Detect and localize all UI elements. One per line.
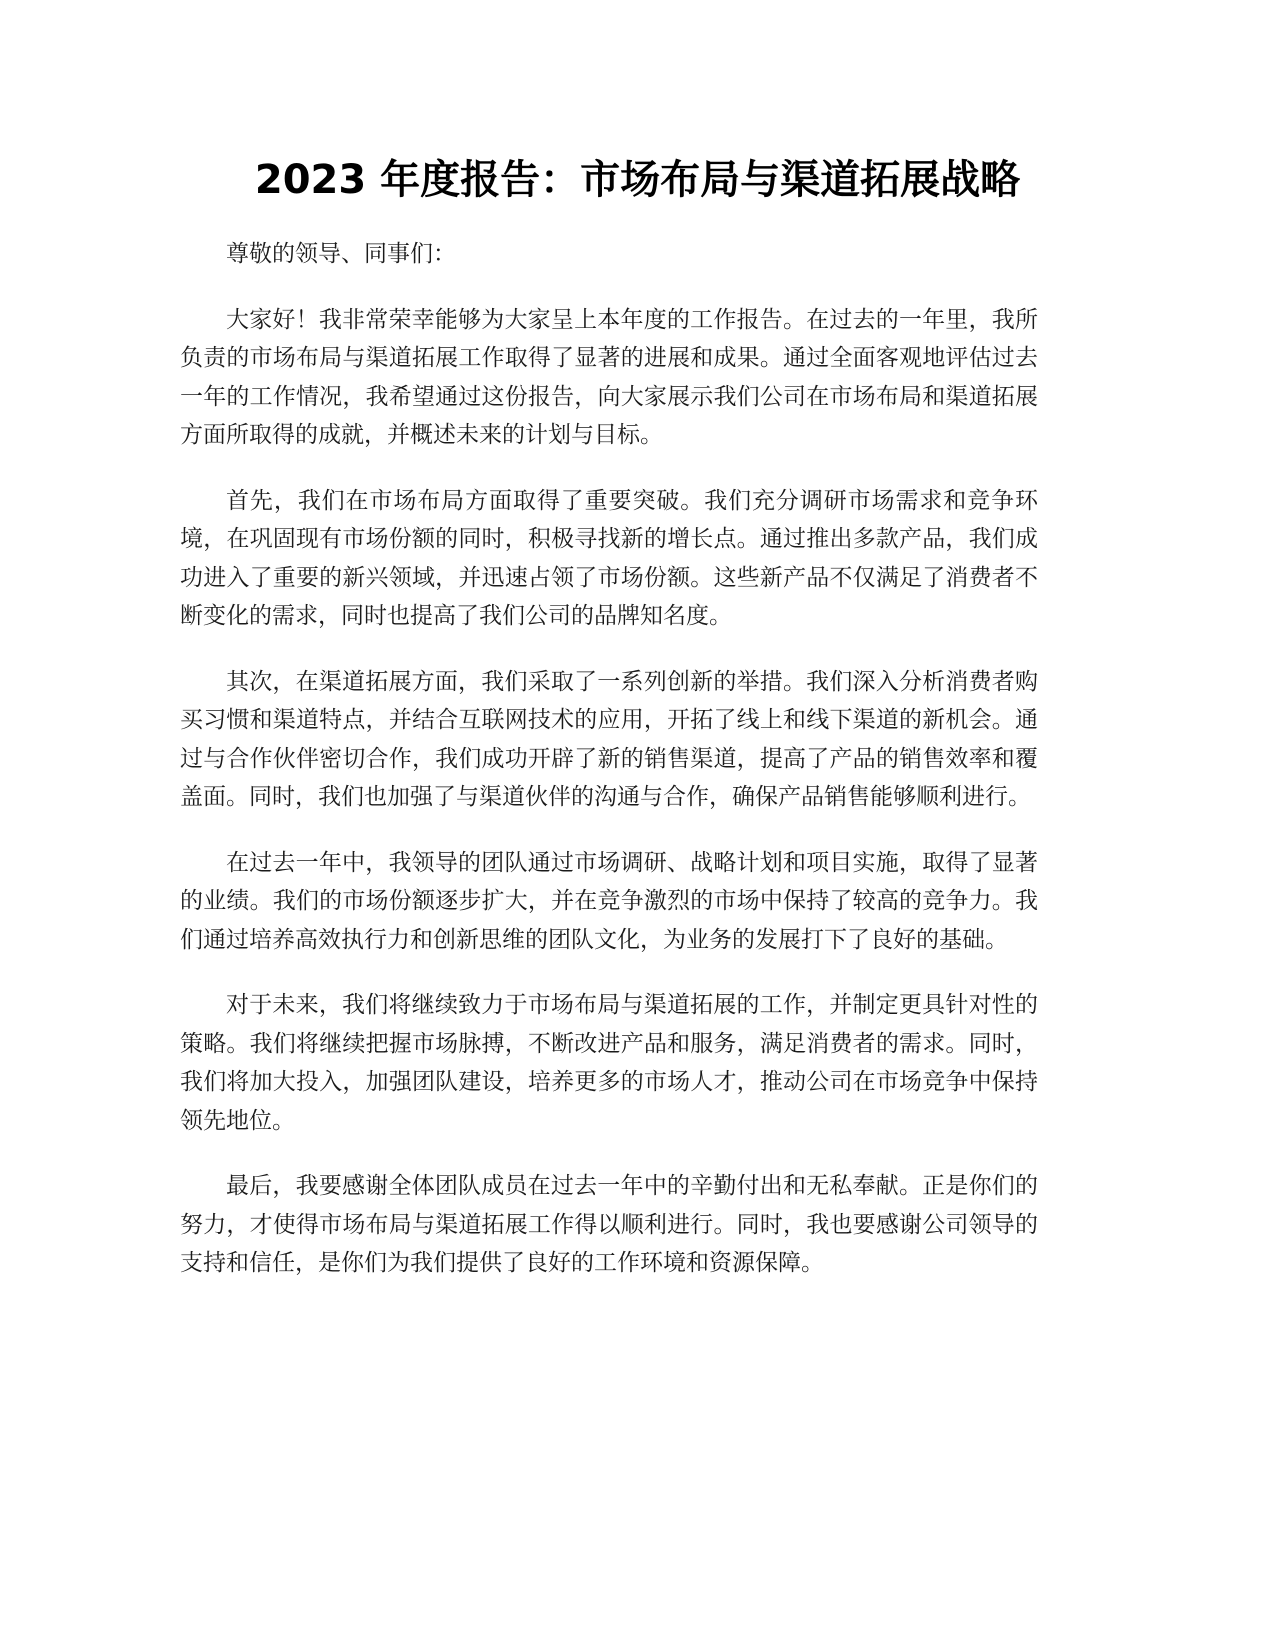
paragraph-acknowledgements: 最后，我要感谢全体团队成员在过去一年中的辛勤付出和无私奉献。正是你们的努力，才使得市场布局与渠道拓展工作得以顺利进行。同时，我也要感谢公司领导的支持和信任，是你们为我们提供了良好的工作环境和资源保障。	[180, 1173, 1038, 1276]
paragraph-market-layout: 首先，我们在市场布局方面取得了重要突破。我们充分调研市场需求和竞争环境，在巩固现有市场份额的同时，积极寻找新的增长点。通过推出多款产品，我们成功进入了重要的新兴领域，并迅速占领了市场份额。这些新产品不仅满足了消费者不断变化的需求，同时也提高了我们公司的品牌知名度。	[180, 487, 1038, 629]
paragraph-channel-expansion: 其次，在渠道拓展方面，我们采取了一系列创新的举措。我们深入分析消费者购买习惯和渠道特点，并结合互联网技术的应用，开拓了线上和线下渠道的新机会。通过与合作伙伴密切合作，我们成功开辟了新的销售渠道，提高了产品的销售效率和覆盖面。同时，我们也加强了与渠道伙伴的沟通与合作，确保产品销售能够顺利进行。	[180, 668, 1038, 810]
document-title: 2023 年度报告：市场布局与渠道拓展战略	[254, 157, 1021, 203]
paragraph-team-performance: 在过去一年中，我领导的团队通过市场调研、战略计划和项目实施，取得了显著的业绩。我们的市场份额逐步扩大，并在竞争激烈的市场中保持了较高的竞争力。我们通过培养高效执行力和创新思维的团队文化，为业务的发展打下了良好的基础。	[180, 849, 1038, 953]
paragraph-intro: 大家好！我非常荣幸能够为大家呈上本年度的工作报告。在过去的一年里，我所负责的市场布局与渠道拓展工作取得了显著的进展和成果。通过全面客观地评估过去一年的工作情况，我希望通过这份报告，向大家展示我们公司在市场布局和渠道拓展方面所取得的成就，并概述未来的计划与目标。	[180, 306, 1038, 448]
document-body	[180, 235, 1038, 1310]
paragraph-future-plans: 对于未来，我们将继续致力于市场布局与渠道拓展的工作，并制定更具针对性的策略。我们将继续把握市场脉搏，不断改进产品和服务，满足消费者的需求。同时，我们将加大投入，加强团队建设，培养更多的市场人才，推动公司在市场竞争中保持领先地位。	[180, 992, 1038, 1134]
greeting-line: 尊敬的领导、同事们：	[226, 241, 456, 267]
